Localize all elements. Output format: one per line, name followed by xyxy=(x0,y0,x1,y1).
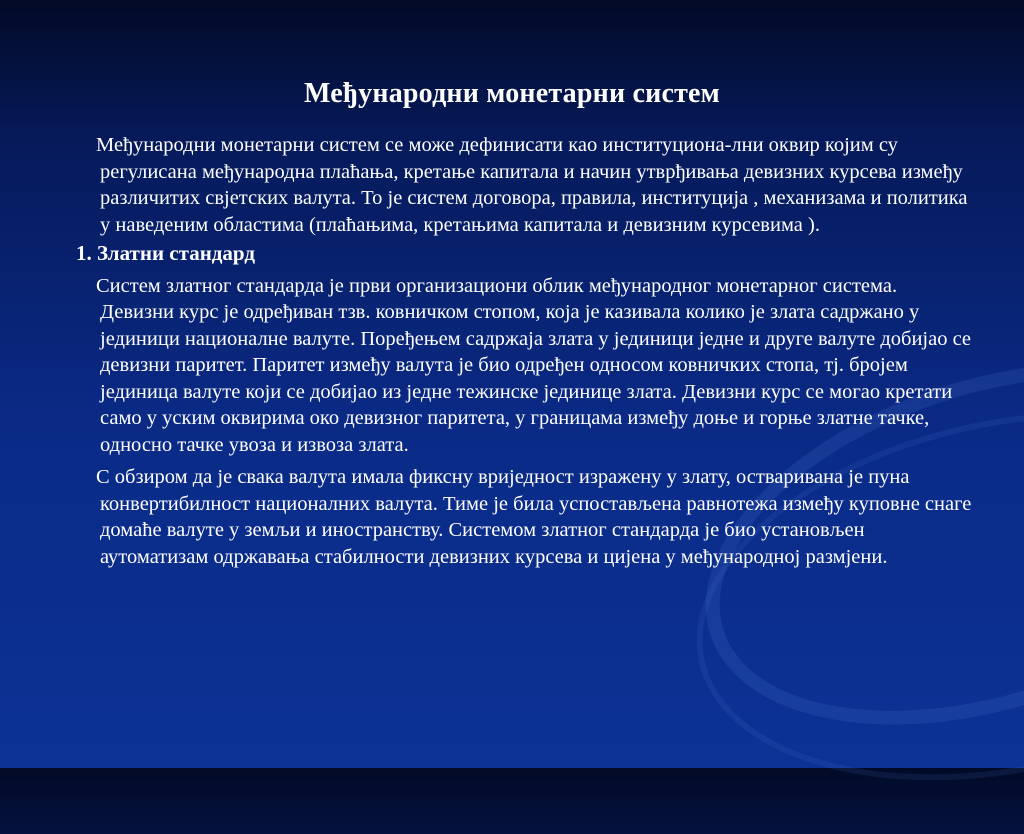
paragraph-convertibility-text: С обзиром да је свака валута имала фиксну вриједност изражену у злату, остваривана је пуна конвертибилност националних валута. Тиме је била успостављена равнотежа између куповне снаге домаће валуте у земљи и иностранству. Системом златног стандарда је био установљен аутоматизам одржавања стабилности девизних курсева и цијена у међународној размјени. xyxy=(96,466,972,568)
paragraph-convertibility xyxy=(76,464,976,570)
paragraph-definition xyxy=(76,132,976,238)
paragraph-gold-standard xyxy=(76,273,976,459)
slide-title: Међународни монетарни систем xyxy=(304,78,720,109)
paragraph-definition-text: Међународни монетарни систем се може дефинисати као институциона-лни оквир којим су регулисана међународна плаћања, кретање капитала и начин утврђивања девизних курсева између различитих свјетских валута. То је систем договора, правила, институција , механизама и политика у наведеним областима (плаћањима, кретањима капитала и девизним курсевима ). xyxy=(96,134,968,236)
paragraph-gold-standard-text: Систем златног стандарда је први организациони облик међународног монетарног система. Девизни курс је одређиван тзв. ковничком стопом, која је казивала колико је злата садржано у јединици националне валуте. Поређењем садржаја злата у јединици једне и друге валуте добијао се девизни паритет. Паритет између валута је био одређен односом ковничких стопа, тј. бројем јединица валуте који се добијао из једне тежинске јединице злата. Девизни курс се могао кретати само у уским оквирима око девизног паритета, у границама између доње и горње златне тачке, односно тачке увоза и извоза злата. xyxy=(96,274,972,456)
slide-body xyxy=(76,132,976,572)
section-heading-gold-standard: 1. Златни стандард xyxy=(76,241,255,265)
